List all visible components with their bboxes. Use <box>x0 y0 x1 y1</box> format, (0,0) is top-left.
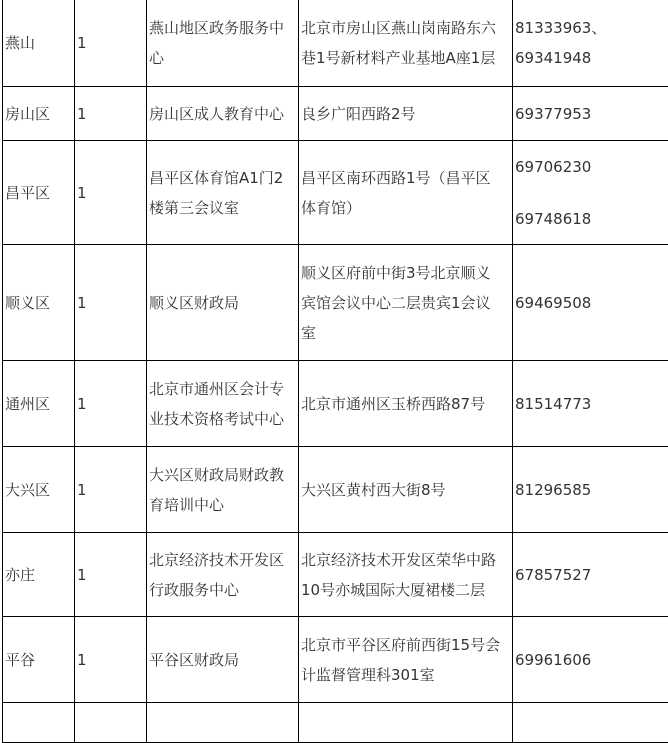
phone-cell-line: 69469508 <box>515 288 668 318</box>
address-cell-line: 良乡广阳西路2号 <box>301 99 512 129</box>
venue-cell-line: 业技术资格考试中心 <box>149 404 298 434</box>
venue-cell-line: 北京市通州区会计专 <box>149 374 298 404</box>
address-cell-line: 北京市通州区玉桥西路87号 <box>301 389 512 419</box>
district-cell: 平谷 <box>3 617 75 703</box>
address-cell <box>299 0 513 87</box>
phone-cell <box>513 141 668 245</box>
address-cell-line: 室 <box>301 318 512 348</box>
table-row <box>3 533 668 617</box>
phone-cell-line: 69341948 <box>515 43 668 73</box>
phone-cell <box>513 361 668 447</box>
address-cell <box>299 617 513 703</box>
address-cell-line: 北京市房山区燕山岗南路东六 <box>301 13 512 43</box>
venue-cell-line: 平谷区财政局 <box>149 645 298 675</box>
district-cell: 顺义区 <box>3 245 75 361</box>
count-cell: 1 <box>75 245 147 361</box>
phone-cell-line: 81296585 <box>515 475 668 505</box>
count-cell: 1 <box>75 617 147 703</box>
address-cell-line: 顺义区府前中街3号北京顺义 <box>301 258 512 288</box>
venue-cell-line: 燕山地区政务服务中 <box>149 13 298 43</box>
phone-cell-line: 81333963、 <box>515 13 668 43</box>
venue-cell-line: 顺义区财政局 <box>149 288 298 318</box>
venue-cell <box>147 617 299 703</box>
table-row <box>3 361 668 447</box>
address-cell-line: 昌平区南环西路1号（昌平区 <box>301 163 512 193</box>
address-cell-line: 体育馆） <box>301 193 512 223</box>
count-cell: 1 <box>75 447 147 533</box>
phone-cell-line: 67857527 <box>515 560 668 590</box>
address-cell <box>299 533 513 617</box>
phone-cell-line: 69961606 <box>515 645 668 675</box>
address-cell-line: 巷1号新材料产业基地A座1层 <box>301 43 512 73</box>
address-cell-line: 大兴区黄村西大街8号 <box>301 475 512 505</box>
district-cell: 亦庄 <box>3 533 75 617</box>
venue-cell <box>147 447 299 533</box>
venue-cell <box>147 245 299 361</box>
venue-cell-line: 房山区成人教育中心 <box>149 99 298 129</box>
phone-cell <box>513 617 668 703</box>
count-cell: 1 <box>75 361 147 447</box>
venue-cell-line: 育培训中心 <box>149 490 298 520</box>
district-cell <box>3 703 75 743</box>
count-cell: 1 <box>75 0 147 87</box>
count-cell: 1 <box>75 87 147 141</box>
address-cell <box>299 141 513 245</box>
table-row <box>3 141 668 245</box>
district-cell: 大兴区 <box>3 447 75 533</box>
phone-cell-line: 69748618 <box>515 204 668 234</box>
venue-cell <box>147 141 299 245</box>
phone-cell-line: 81514773 <box>515 389 668 419</box>
address-cell-line: 10号亦城国际大厦裙楼二层 <box>301 575 512 605</box>
table-row <box>3 703 668 743</box>
district-cell: 燕山 <box>3 0 75 87</box>
address-cell-line: 计监督管理科301室 <box>301 660 512 690</box>
phone-cell <box>513 0 668 87</box>
venue-cell-line: 大兴区财政局财政教 <box>149 460 298 490</box>
address-cell-line: 宾馆会议中心二层贵宾1会议 <box>301 288 512 318</box>
address-cell <box>299 447 513 533</box>
count-cell <box>75 703 147 743</box>
venue-cell <box>147 361 299 447</box>
district-cell: 房山区 <box>3 87 75 141</box>
venue-cell <box>147 0 299 87</box>
venue-cell <box>147 533 299 617</box>
address-cell-line: 北京经济技术开发区荣华中路 <box>301 545 512 575</box>
table-row <box>3 617 668 703</box>
phone-cell <box>513 447 668 533</box>
table-row <box>3 245 668 361</box>
venue-cell-line: 北京经济技术开发区 <box>149 545 298 575</box>
count-cell: 1 <box>75 533 147 617</box>
address-cell <box>299 245 513 361</box>
phone-cell-line: 69706230 <box>515 152 668 182</box>
venue-cell <box>147 87 299 141</box>
table-row <box>3 447 668 533</box>
venue-cell <box>147 703 299 743</box>
phone-cell <box>513 703 668 743</box>
venue-cell-line: 昌平区体育馆A1门2 <box>149 163 298 193</box>
count-cell: 1 <box>75 141 147 245</box>
address-cell-line: 北京市平谷区府前西街15号会 <box>301 630 512 660</box>
address-cell <box>299 361 513 447</box>
district-cell: 昌平区 <box>3 141 75 245</box>
table-row <box>3 0 668 87</box>
table-body <box>3 0 668 743</box>
phone-cell <box>513 533 668 617</box>
venue-cell-line: 楼第三会议室 <box>149 193 298 223</box>
address-cell <box>299 703 513 743</box>
phone-cell <box>513 87 668 141</box>
district-cell: 通州区 <box>3 361 75 447</box>
phone-cell-line: 69377953 <box>515 99 668 129</box>
venue-cell-line: 行政服务中心 <box>149 575 298 605</box>
venue-cell-line: 心 <box>149 43 298 73</box>
exam-venue-table <box>2 0 668 743</box>
address-cell <box>299 87 513 141</box>
phone-cell <box>513 245 668 361</box>
table-row <box>3 87 668 141</box>
